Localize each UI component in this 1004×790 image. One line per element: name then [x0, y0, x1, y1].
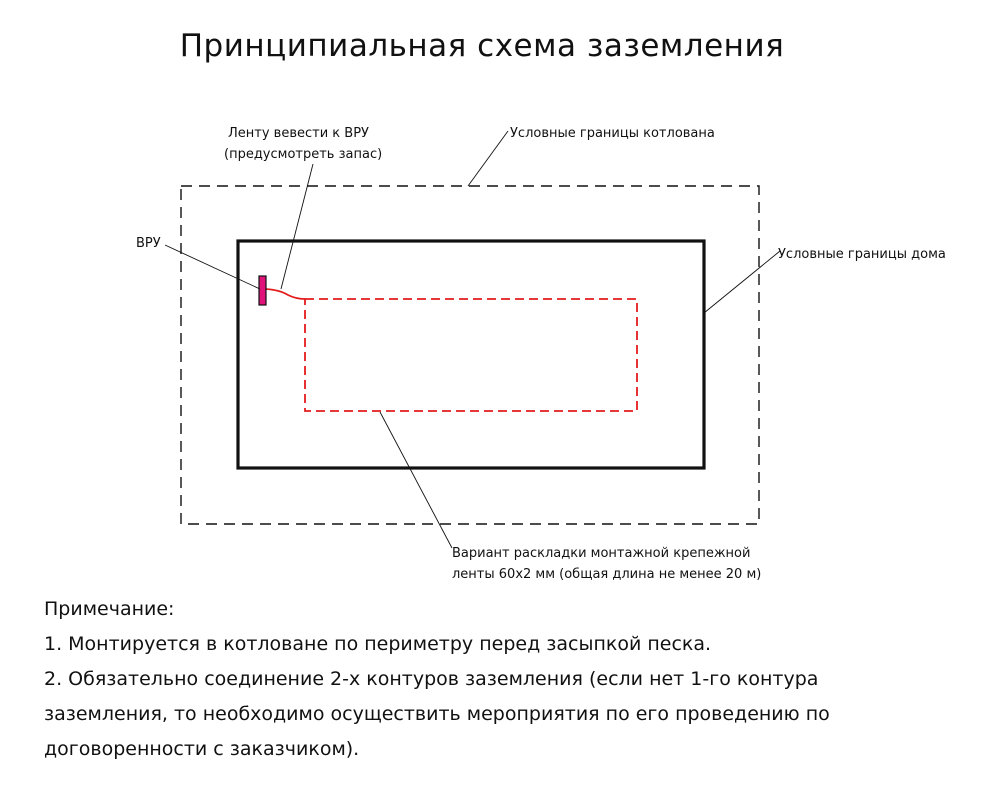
leader-vru [165, 245, 260, 289]
leader-tape-variant [380, 412, 452, 548]
label-vru: ВРУ [136, 236, 161, 251]
note-item-2-line-2: заземления, то необходимо осуществить мероприятия по его проведению по [44, 703, 830, 725]
label-tape-variant-line2: ленты 60х2 мм (общая длина не менее 20 м) [452, 567, 762, 582]
ground-tape-loop [305, 299, 637, 411]
notes-block [44, 592, 984, 767]
house-boundary-rect [238, 241, 704, 468]
label-pit-boundary: Условные границы котлована [510, 126, 715, 141]
notes-heading: Примечание: [44, 598, 175, 620]
vru-panel-icon [259, 276, 266, 305]
note-item-1: 1. Монтируется в котловане по периметру перед засыпкой песка. [44, 633, 712, 655]
pit-boundary-rect [181, 186, 759, 524]
note-item-2-line-3: договоренности с заказчиком). [44, 738, 360, 760]
leader-house-boundary [704, 251, 780, 313]
leader-tape-lead [281, 164, 313, 289]
note-item-2-line-1: 2. Обязательно соединение 2-х контуров заземления (если нет 1-го контура [44, 668, 819, 690]
leader-pit-boundary [468, 131, 508, 186]
ground-tape-lead [266, 289, 305, 299]
label-tape-variant-line1: Вариант раскладки монтажной крепежной [452, 546, 751, 561]
label-tape-lead-line1: Ленту вевести к ВРУ [228, 126, 369, 141]
label-tape-lead-line2: (предусмотреть запас) [224, 147, 383, 162]
diagram-title: Принципиальная схема заземления [179, 28, 785, 64]
label-house-boundary: Условные границы дома [778, 247, 946, 262]
